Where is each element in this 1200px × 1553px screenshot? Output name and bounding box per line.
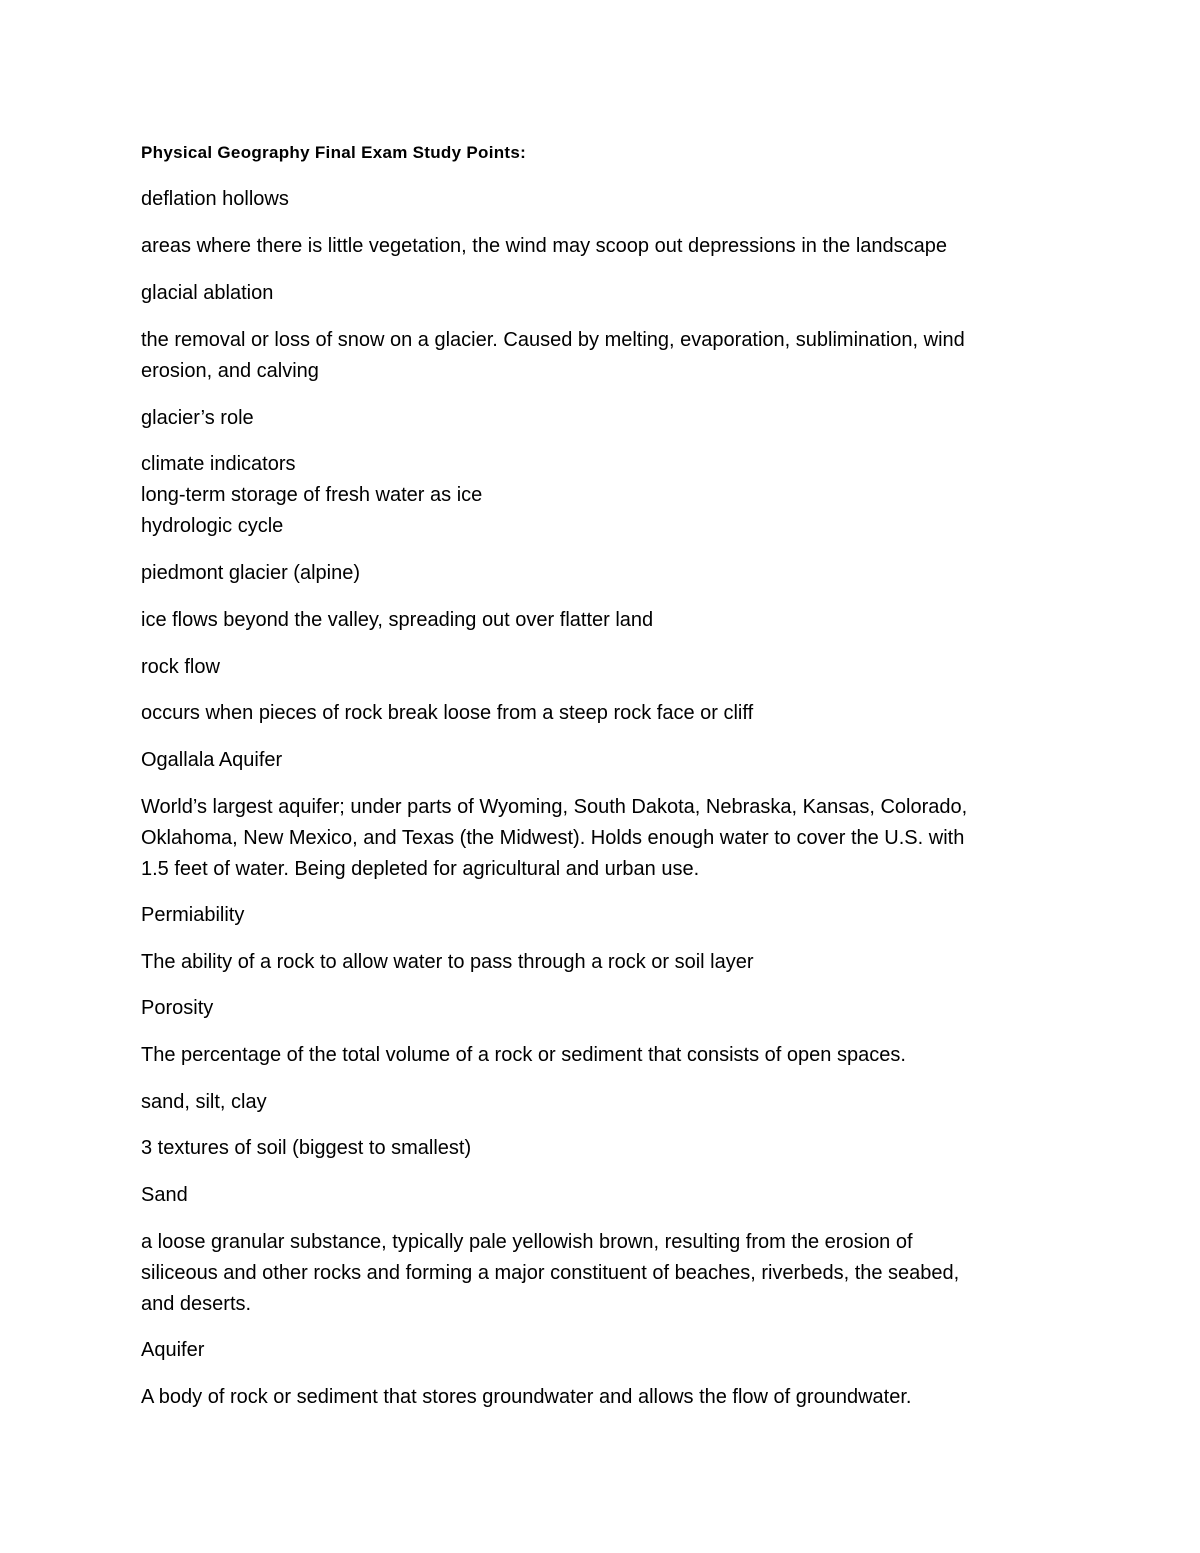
term-deflation-hollows: deflation hollows (141, 188, 289, 210)
definition-glacial-ablation-line-2: erosion, and calving (141, 360, 319, 382)
definition-glaciers-role-line-3: hydrologic cycle (141, 515, 284, 537)
definition-glacial-ablation-line-1: the removal or loss of snow on a glacier. Caused by melting, evaporation, sublimination, wind (141, 329, 965, 351)
definition-permiability: The ability of a rock to allow water to pass through a rock or soil layer (141, 951, 754, 973)
definition-soil-textures: 3 textures of soil (biggest to smallest) (141, 1137, 472, 1159)
definition-sand-line-1: a loose granular substance, typically pale yellowish brown, resulting from the erosion of (141, 1231, 913, 1253)
definition-rock-flow: occurs when pieces of rock break loose from a steep rock face or cliff (141, 702, 754, 724)
definition-glaciers-role-line-1: climate indicators (141, 453, 296, 475)
definition-aquifer: A body of rock or sediment that stores groundwater and allows the flow of groundwater. (141, 1386, 912, 1408)
definition-ogallala-aquifer-line-1: World’s largest aquifer; under parts of Wyoming, South Dakota, Nebraska, Kansas, Colorado, (141, 796, 968, 818)
term-glacial-ablation: glacial ablation (141, 282, 274, 304)
definition-piedmont-glacier: ice flows beyond the valley, spreading out over flatter land (141, 609, 654, 631)
term-ogallala-aquifer: Ogallala Aquifer (141, 749, 283, 771)
term-aquifer: Aquifer (141, 1339, 205, 1361)
term-rock-flow: rock flow (141, 656, 220, 678)
definition-ogallala-aquifer-line-2: Oklahoma, New Mexico, and Texas (the Midwest). Holds enough water to cover the U.S. with (141, 827, 965, 849)
term-sand: Sand (141, 1184, 188, 1206)
definition-sand-line-3: and deserts. (141, 1293, 252, 1315)
definition-ogallala-aquifer-line-3: 1.5 feet of water. Being depleted for agricultural and urban use. (141, 858, 700, 880)
term-porosity: Porosity (141, 997, 214, 1019)
term-glaciers-role: glacier’s role (141, 407, 254, 429)
definition-glaciers-role-line-2: long-term storage of fresh water as ice (141, 484, 483, 506)
definition-sand-line-2: siliceous and other rocks and forming a major constituent of beaches, riverbeds, the seabed, (141, 1262, 960, 1284)
definition-porosity: The percentage of the total volume of a rock or sediment that consists of open spaces. (141, 1044, 906, 1066)
term-piedmont-glacier: piedmont glacier (alpine) (141, 562, 361, 584)
definition-deflation-hollows: areas where there is little vegetation, the wind may scoop out depressions in the landscape (141, 235, 948, 257)
term-soil-textures: sand, silt, clay (141, 1091, 267, 1113)
document-title: Physical Geography Final Exam Study Points: (141, 143, 527, 162)
term-permiability: Permiability (141, 904, 245, 926)
